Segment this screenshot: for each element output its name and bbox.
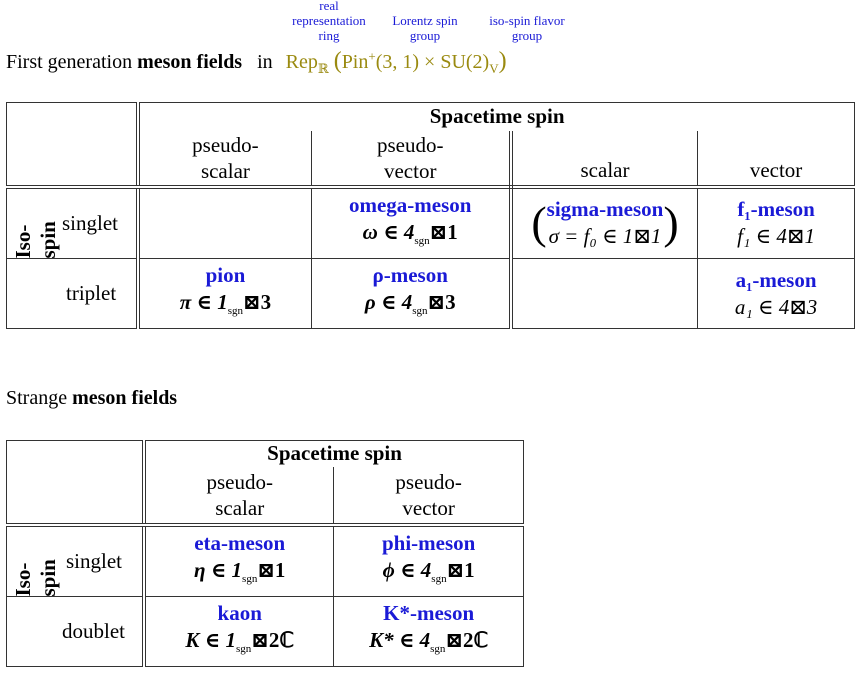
section2-prefix: Strange bbox=[6, 387, 73, 409]
annotation-real-representation-ring: real representation ring bbox=[292, 0, 366, 43]
pion-sgn: sgn bbox=[227, 305, 244, 317]
row2-label-singlet: singlet bbox=[66, 548, 122, 573]
pin-args: (3, 1) bbox=[375, 51, 420, 73]
pion-tail: ⊠3 bbox=[243, 290, 272, 314]
representation-formula: Rep$_ℝ$ (Pin+(3, $1) \times SU(2)_V$) bbox=[285, 48, 507, 76]
col-vector: vector bbox=[698, 131, 855, 187]
section2-bold: meson fields bbox=[72, 387, 178, 409]
row2-header-doublet bbox=[7, 597, 145, 667]
title-bold: meson fields bbox=[137, 51, 243, 73]
kstar-formula-text: K* ∈ 4 bbox=[369, 628, 431, 652]
kaon-formula-text: K ∈ 1 bbox=[185, 628, 236, 652]
pin-sup: + bbox=[368, 48, 376, 64]
times-symbol: × bbox=[424, 51, 436, 73]
row2-label-doublet: doublet bbox=[62, 619, 125, 643]
su-text: SU(2) bbox=[440, 51, 490, 73]
col-pseudo-scalar: pseudo- scalar bbox=[138, 131, 311, 187]
cell-singlet-pseudo-scalar bbox=[138, 187, 311, 259]
iso-spin-label: Iso-spin bbox=[11, 220, 60, 258]
cell-rho bbox=[311, 259, 511, 329]
col-scalar: scalar bbox=[511, 131, 698, 187]
pin-text: Pin bbox=[341, 51, 369, 73]
rho-tail: ⊠3 bbox=[427, 290, 456, 314]
rep-text: Rep bbox=[285, 51, 318, 73]
col-pseudo-vector: pseudo- vector bbox=[311, 131, 511, 187]
omega-tail: ⊠1 bbox=[429, 219, 458, 244]
strange-meson-table bbox=[6, 440, 524, 667]
spacetime-spin-header: Spacetime spin bbox=[138, 103, 854, 131]
phi-formula-text: ϕ ∈ 4 bbox=[382, 557, 432, 582]
kstar-sgn: sgn bbox=[430, 643, 446, 655]
row-label-triplet: triplet bbox=[66, 281, 117, 305]
cell-omega bbox=[311, 187, 511, 259]
cell-kaon bbox=[144, 597, 334, 667]
corner-cell bbox=[7, 103, 139, 187]
phi-meson-formula bbox=[334, 556, 523, 593]
kaon-tail: ⊠2ℂ bbox=[251, 628, 295, 652]
f1-meson-name: f₁-meson bbox=[737, 197, 815, 222]
a1-meson-formula: a₁ ∈ 4⊠3 bbox=[734, 294, 818, 319]
sigma-meson-formula: σ = f₀ ∈ 1⊠1 bbox=[548, 224, 662, 249]
su-sub: V bbox=[489, 61, 499, 76]
omega-meson-formula bbox=[312, 218, 509, 255]
row-header-triplet bbox=[7, 259, 139, 329]
title-in: in bbox=[257, 51, 273, 73]
omega-meson-name: omega-meson bbox=[348, 192, 472, 217]
eta-meson-name: eta-meson bbox=[194, 530, 286, 555]
a1-meson-name: a₁-meson bbox=[735, 267, 817, 292]
cell-eta bbox=[144, 525, 334, 597]
cell-a1 bbox=[698, 259, 855, 329]
title-prefix: First generation bbox=[6, 51, 138, 73]
rho-meson-formula bbox=[312, 288, 509, 325]
kaon-formula bbox=[146, 626, 333, 663]
page-title bbox=[6, 48, 507, 77]
row-header-singlet bbox=[7, 187, 139, 259]
eta-meson-formula bbox=[146, 556, 333, 593]
phi-tail: ⊠1 bbox=[446, 557, 475, 582]
annotation-iso-spin-flavor-group: iso-spin flavor group bbox=[489, 13, 565, 43]
cell-f1 bbox=[698, 187, 855, 259]
kstar-tail: ⊠2ℂ bbox=[445, 628, 489, 652]
annotation-lorentz-spin-group: Lorentz spin group bbox=[392, 13, 458, 43]
spacetime-spin-header-2: Spacetime spin bbox=[144, 441, 523, 467]
kstar-meson-name: K*-meson bbox=[383, 601, 475, 625]
pion-formula bbox=[140, 288, 310, 325]
col2-pseudo-vector: pseudo- vector bbox=[334, 467, 524, 525]
iso-spin-label-2: Iso-spin bbox=[11, 558, 60, 596]
omega-sgn: sgn bbox=[414, 234, 430, 247]
cell-kstar bbox=[334, 597, 524, 667]
corner-cell-2 bbox=[7, 441, 145, 525]
col2-pseudo-scalar: pseudo- scalar bbox=[144, 467, 334, 525]
row2-header-singlet bbox=[7, 525, 145, 597]
eta-sgn: sgn bbox=[242, 572, 258, 585]
kaon-sgn: sgn bbox=[235, 643, 252, 655]
cell-phi bbox=[334, 525, 524, 597]
first-generation-meson-table bbox=[6, 102, 855, 329]
eta-tail: ⊠1 bbox=[257, 557, 286, 582]
rho-meson-name: ρ-meson bbox=[372, 263, 448, 287]
eta-formula-text: η ∈ 1 bbox=[193, 557, 243, 582]
kaon-name: kaon bbox=[217, 601, 262, 625]
kstar-meson-formula bbox=[334, 626, 523, 663]
row-label-singlet: singlet bbox=[62, 210, 118, 235]
pion-name: pion bbox=[205, 263, 246, 287]
phi-meson-name: phi-meson bbox=[381, 530, 476, 555]
sigma-meson-name: sigma-meson bbox=[546, 197, 664, 222]
f1-meson-formula: f₁ ∈ 4⊠1 bbox=[737, 224, 815, 249]
strange-section-title bbox=[6, 387, 177, 410]
phi-sgn: sgn bbox=[431, 572, 447, 585]
omega-formula-text: ω ∈ 4 bbox=[362, 219, 415, 244]
cell-sigma: ( sigma-meson σ = f₀ ∈ 1⊠1 ) bbox=[511, 187, 698, 259]
rho-formula-text: ρ ∈ 4 bbox=[364, 290, 413, 314]
cell-triplet-scalar bbox=[511, 259, 698, 329]
pion-formula-text: π ∈ 1 bbox=[179, 290, 228, 314]
cell-pion bbox=[138, 259, 311, 329]
rep-subscript: ℝ bbox=[317, 61, 329, 76]
rho-sgn: sgn bbox=[412, 305, 428, 317]
